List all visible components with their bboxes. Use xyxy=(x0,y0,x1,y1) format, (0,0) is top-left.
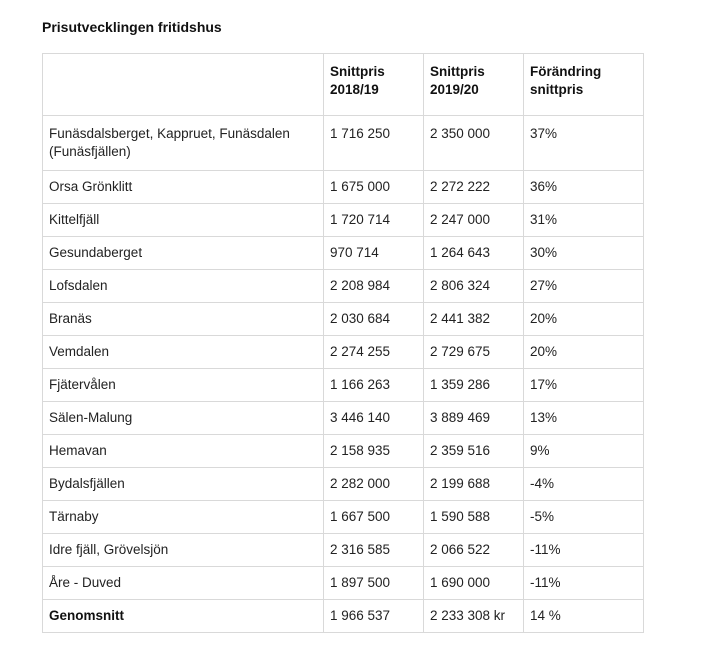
table-row-average xyxy=(43,600,644,633)
cell-price-2018-19: 2 282 000 xyxy=(324,468,424,501)
table-row xyxy=(43,116,644,171)
cell-change: 20% xyxy=(524,336,644,369)
cell-change: 30% xyxy=(524,237,644,270)
table-row xyxy=(43,171,644,204)
table-row xyxy=(43,435,644,468)
table-row xyxy=(43,204,644,237)
cell-area: Orsa Grönklitt xyxy=(43,171,324,204)
cell-price-2018-19: 1 966 537 xyxy=(324,600,424,633)
cell-price-2018-19: 1 675 000 xyxy=(324,171,424,204)
cell-area: Åre - Duved xyxy=(43,567,324,600)
cell-change: -4% xyxy=(524,468,644,501)
cell-change: 13% xyxy=(524,402,644,435)
cell-price-2019-20: 2 247 000 xyxy=(424,204,524,237)
cell-price-2018-19: 2 316 585 xyxy=(324,534,424,567)
cell-price-2018-19: 2 208 984 xyxy=(324,270,424,303)
cell-price-2019-20: 2 350 000 xyxy=(424,116,524,171)
table-row xyxy=(43,534,644,567)
prices-table xyxy=(42,53,644,633)
cell-price-2018-19: 1 667 500 xyxy=(324,501,424,534)
cell-change: -11% xyxy=(524,534,644,567)
page-title: Prisutvecklingen fritidshus xyxy=(42,19,222,35)
cell-change: -5% xyxy=(524,501,644,534)
cell-price-2019-20: 2 441 382 xyxy=(424,303,524,336)
header-area xyxy=(43,54,324,116)
table-row xyxy=(43,501,644,534)
cell-area: Vemdalen xyxy=(43,336,324,369)
cell-price-2019-20: 2 199 688 xyxy=(424,468,524,501)
cell-area: Kittelfjäll xyxy=(43,204,324,237)
cell-price-2019-20: 1 359 286 xyxy=(424,369,524,402)
cell-price-2018-19: 970 714 xyxy=(324,237,424,270)
cell-price-2018-19: 1 166 263 xyxy=(324,369,424,402)
cell-change: 31% xyxy=(524,204,644,237)
cell-change: 17% xyxy=(524,369,644,402)
cell-price-2018-19: 2 158 935 xyxy=(324,435,424,468)
cell-price-2019-20: 2 359 516 xyxy=(424,435,524,468)
table-row xyxy=(43,402,644,435)
header-price-2018-19: Snittpris 2018/19 xyxy=(324,54,424,116)
cell-price-2018-19: 1 897 500 xyxy=(324,567,424,600)
cell-change: 36% xyxy=(524,171,644,204)
cell-change: 37% xyxy=(524,116,644,171)
cell-area: Idre fjäll, Grövelsjön xyxy=(43,534,324,567)
cell-change: 14 % xyxy=(524,600,644,633)
cell-price-2019-20: 3 889 469 xyxy=(424,402,524,435)
cell-price-2019-20: 1 264 643 xyxy=(424,237,524,270)
cell-area: Sälen-Malung xyxy=(43,402,324,435)
cell-area: Genomsnitt xyxy=(43,600,324,633)
cell-area: Funäsdalsberget, Kappruet, Funäsdalen (Funäsfjällen) xyxy=(43,116,324,171)
table-row xyxy=(43,303,644,336)
cell-area: Branäs xyxy=(43,303,324,336)
cell-price-2019-20: 1 590 588 xyxy=(424,501,524,534)
header-change: Förändring snittpris xyxy=(524,54,644,116)
cell-area: Fjätervålen xyxy=(43,369,324,402)
cell-price-2019-20: 2 233 308 kr xyxy=(424,600,524,633)
cell-price-2019-20: 2 806 324 xyxy=(424,270,524,303)
cell-price-2019-20: 2 272 222 xyxy=(424,171,524,204)
table-row xyxy=(43,369,644,402)
table-header-row xyxy=(43,54,644,116)
table-row xyxy=(43,270,644,303)
cell-price-2018-19: 2 030 684 xyxy=(324,303,424,336)
table-row xyxy=(43,336,644,369)
cell-price-2018-19: 3 446 140 xyxy=(324,402,424,435)
header-price-2019-20: Snittpris 2019/20 xyxy=(424,54,524,116)
cell-area: Gesundaberget xyxy=(43,237,324,270)
cell-change: 27% xyxy=(524,270,644,303)
cell-area: Hemavan xyxy=(43,435,324,468)
cell-price-2018-19: 1 716 250 xyxy=(324,116,424,171)
table-row xyxy=(43,237,644,270)
cell-price-2019-20: 1 690 000 xyxy=(424,567,524,600)
cell-price-2018-19: 2 274 255 xyxy=(324,336,424,369)
cell-area: Bydalsfjällen xyxy=(43,468,324,501)
cell-change: 20% xyxy=(524,303,644,336)
cell-area: Lofsdalen xyxy=(43,270,324,303)
cell-change: 9% xyxy=(524,435,644,468)
table-row xyxy=(43,567,644,600)
table-row xyxy=(43,468,644,501)
cell-area: Tärnaby xyxy=(43,501,324,534)
cell-price-2019-20: 2 066 522 xyxy=(424,534,524,567)
cell-price-2018-19: 1 720 714 xyxy=(324,204,424,237)
cell-change: -11% xyxy=(524,567,644,600)
cell-price-2019-20: 2 729 675 xyxy=(424,336,524,369)
